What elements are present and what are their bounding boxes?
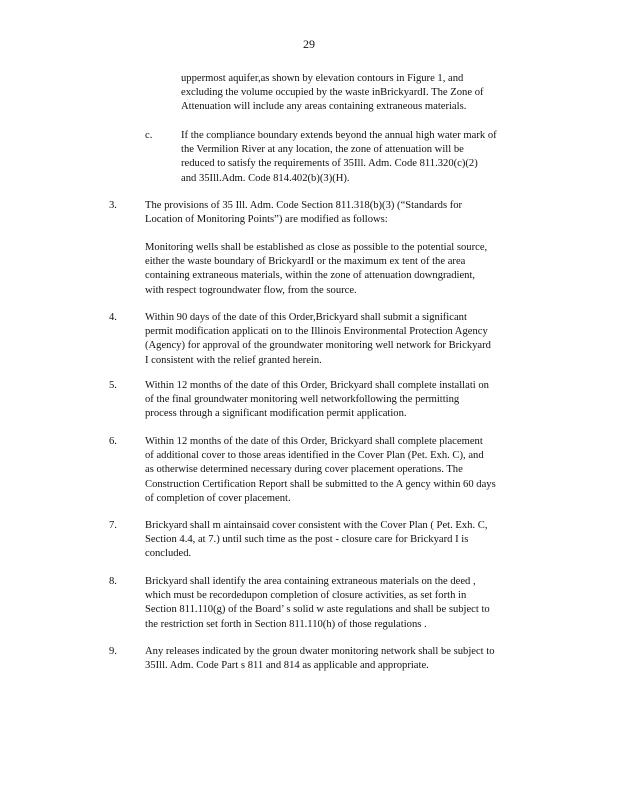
text-line: Attenuation will include any areas containing extraneous materials. bbox=[181, 101, 467, 113]
item-number: 7. bbox=[109, 520, 117, 531]
item-number: 4. bbox=[109, 312, 117, 323]
text-line: Brickyard shall m aintainsaid cover consistent with the Cover Plan ( Pet. Exh. C, bbox=[145, 520, 488, 531]
text-line: concluded. bbox=[145, 548, 192, 560]
text-line: the restriction set forth in Section 811.110(h) of those regulations . bbox=[145, 618, 427, 630]
text-line: Location of Monitoring Points”) are modified as follows: bbox=[145, 214, 388, 226]
text-line: Brickyard shall identify the area containing extraneous materials on the deed , bbox=[145, 576, 476, 587]
text-line: as otherwise determined necessary during cover placement operations. The bbox=[145, 464, 463, 476]
text-line: Any releases indicated by the groun dwater monitoring network shall be subject to bbox=[145, 646, 495, 657]
item-number: 9. bbox=[109, 646, 117, 657]
text-line: Within 12 months of the date of this Order, Brickyard shall complete installati on bbox=[145, 380, 489, 391]
text-line: If the compliance boundary extends beyond the annual high water mark of bbox=[181, 130, 497, 141]
item-9-paragraph bbox=[145, 645, 537, 673]
item-5-paragraph bbox=[145, 379, 537, 422]
text-line: The provisions of 35 Ill. Adm. Code Section 811.318(b)(3) (“Standards for bbox=[145, 200, 463, 211]
item-8-paragraph bbox=[145, 575, 537, 632]
item-3-paragraph-2 bbox=[145, 241, 537, 298]
text-line: the Vermilion River at any location, the zone of attenuation will be bbox=[181, 144, 464, 156]
text-line: Within 12 months of the date of this Order, Brickyard shall complete placement bbox=[145, 436, 483, 447]
text-line: with respect togroundwater flow, from the source. bbox=[145, 284, 357, 296]
text-line: reduced to satisfy the requirements of 35Ill. Adm. Code 811.320(c)(2) bbox=[181, 158, 478, 170]
text-line: Construction Certification Report shall be submitted to the A gency within 60 days bbox=[145, 478, 496, 490]
text-line: of additional cover to those areas identified in the Cover Plan (Pet. Exh. C), and bbox=[145, 450, 484, 462]
item-3-paragraph-1 bbox=[145, 199, 537, 227]
item-4-paragraph bbox=[145, 311, 537, 368]
text-line: permit modification applicati on to the Illinois Environmental Protection Agency bbox=[145, 326, 488, 338]
text-line: uppermost aquifer,as shown by elevation contours in Figure 1, and bbox=[181, 73, 464, 84]
item-number: 8. bbox=[109, 576, 117, 587]
text-line: Section 811.110(g) of the Board’ s solid w aste regulations and shall be subject to bbox=[145, 604, 490, 616]
item-number: 5. bbox=[109, 380, 117, 391]
text-line: Section 4.4, at 7.) until such time as the post - closure care for Brickyard I is bbox=[145, 534, 469, 546]
item-7-paragraph bbox=[145, 519, 537, 562]
sub-item-c-text bbox=[181, 129, 541, 186]
text-line: of completion of cover placement. bbox=[145, 492, 291, 504]
text-line: excluding the volume occupied by the waste inBrickyardI. The Zone of bbox=[181, 87, 484, 99]
text-line: Within 90 days of the date of this Order,Brickyard shall submit a significant bbox=[145, 312, 467, 323]
text-line: which must be recordedupon completion of closure activities, as set forth in bbox=[145, 590, 467, 602]
text-line: process through a significant modification permit application. bbox=[145, 408, 407, 420]
item-6-paragraph bbox=[145, 435, 543, 506]
text-line: and 35Ill.Adm. Code 814.402(b)(3)(H). bbox=[181, 172, 350, 184]
item-number: 3. bbox=[109, 200, 117, 211]
text-line: (Agency) for approval of the groundwater monitoring well network for Brickyard bbox=[145, 340, 491, 352]
text-line: containing extraneous materials, within the zone of attenuation downgradient, bbox=[145, 270, 476, 282]
text-line: of the final groundwater monitoring well networkfollowing the permitting bbox=[145, 394, 460, 406]
sub-item-label-c: c. bbox=[145, 130, 153, 141]
text-line: 35Ill. Adm. Code Part s 811 and 814 as applicable and appropriate. bbox=[145, 660, 429, 672]
page-number: 29 bbox=[303, 37, 315, 51]
text-line: I consistent with the relief granted herein. bbox=[145, 354, 322, 366]
continuation-paragraph bbox=[181, 72, 525, 115]
text-line: Monitoring wells shall be established as close as possible to the potential source, bbox=[145, 242, 488, 253]
item-number: 6. bbox=[109, 436, 117, 447]
text-line: either the waste boundary of BrickyardI or the maximum ex tent of the area bbox=[145, 256, 466, 268]
